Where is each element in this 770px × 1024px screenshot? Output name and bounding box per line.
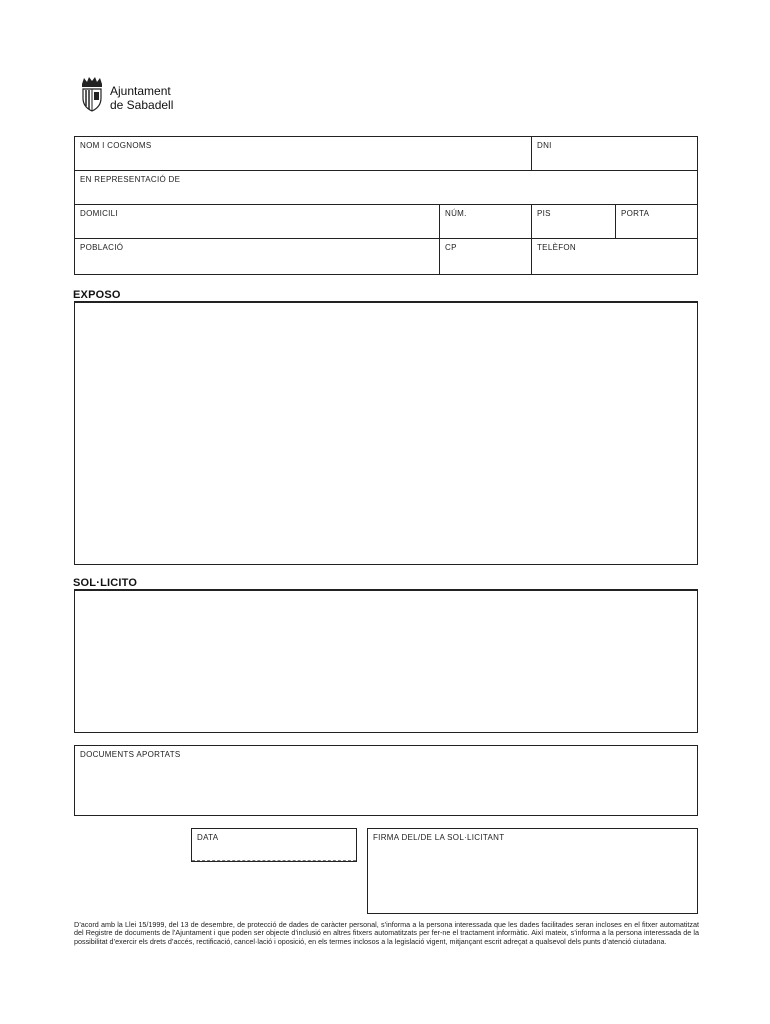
telefon-field[interactable] bbox=[532, 239, 697, 274]
cp-field[interactable] bbox=[440, 239, 532, 274]
org-name-line1: Ajuntament bbox=[110, 84, 171, 98]
domicili-label: DOMICILI bbox=[80, 209, 118, 218]
nom-cognoms-field[interactable] bbox=[75, 137, 532, 171]
firma-field[interactable] bbox=[367, 828, 698, 914]
pis-label: PIS bbox=[537, 209, 551, 218]
sollicito-heading: SOL·LICITO bbox=[73, 577, 138, 589]
porta-label: PORTA bbox=[621, 209, 650, 218]
exposo-textarea[interactable] bbox=[74, 302, 698, 565]
representacio-label: EN REPRESENTACIÓ DE bbox=[80, 175, 181, 184]
num-field[interactable] bbox=[440, 205, 532, 239]
dni-field[interactable] bbox=[532, 137, 697, 171]
ajuntament-logo bbox=[80, 76, 210, 120]
domicili-field[interactable] bbox=[75, 205, 440, 239]
nom-cognoms-label: NOM I COGNOMS bbox=[80, 141, 152, 150]
num-label: NÚM. bbox=[445, 209, 467, 218]
personal-data-grid bbox=[74, 136, 698, 275]
dni-label: DNI bbox=[537, 141, 552, 150]
data-protection-notice: D’acord amb la Llei 15/1999, del 13 de desembre, de protecció de dades de caràcter personal, s’informa a la persona interessada que les dades facilitades seran incloses en el fitxer automatitzat del Registre de documents de l’Ajuntament i que poden ser objecte d’inclusió en altres fitxers automatitzats per fer-ne el tractament informàtic. Així mateix, s’informa a la persona interessada de la possibilitat d’exercir els drets d’accés, rectificació, cancel·lació i oposició, en els termes inclosos a la legislació vigent, mitjançant escrit adreçat a qualsevol dels punts d’atenció ciutadana. bbox=[74, 920, 699, 946]
telefon-label: TELÈFON bbox=[537, 243, 576, 252]
org-name bbox=[110, 84, 173, 112]
documents-aportats-field[interactable] bbox=[74, 745, 698, 816]
exposo-heading: EXPOSO bbox=[73, 289, 121, 301]
data-dotted-line bbox=[192, 860, 356, 861]
porta-field[interactable] bbox=[616, 205, 697, 239]
pis-field[interactable] bbox=[532, 205, 616, 239]
representacio-field[interactable] bbox=[75, 171, 697, 205]
data-label: DATA bbox=[197, 833, 219, 842]
poblacio-field[interactable] bbox=[75, 239, 440, 274]
poblacio-label: POBLACIÓ bbox=[80, 243, 124, 252]
data-field[interactable] bbox=[191, 828, 357, 862]
coat-of-arms-icon bbox=[80, 76, 104, 112]
documents-aportats-label: DOCUMENTS APORTATS bbox=[80, 750, 181, 759]
cp-label: CP bbox=[445, 243, 457, 252]
org-name-line2: de Sabadell bbox=[110, 98, 174, 112]
firma-label: FIRMA DEL/DE LA SOL·LICITANT bbox=[373, 833, 505, 842]
sollicito-textarea[interactable] bbox=[74, 590, 698, 733]
